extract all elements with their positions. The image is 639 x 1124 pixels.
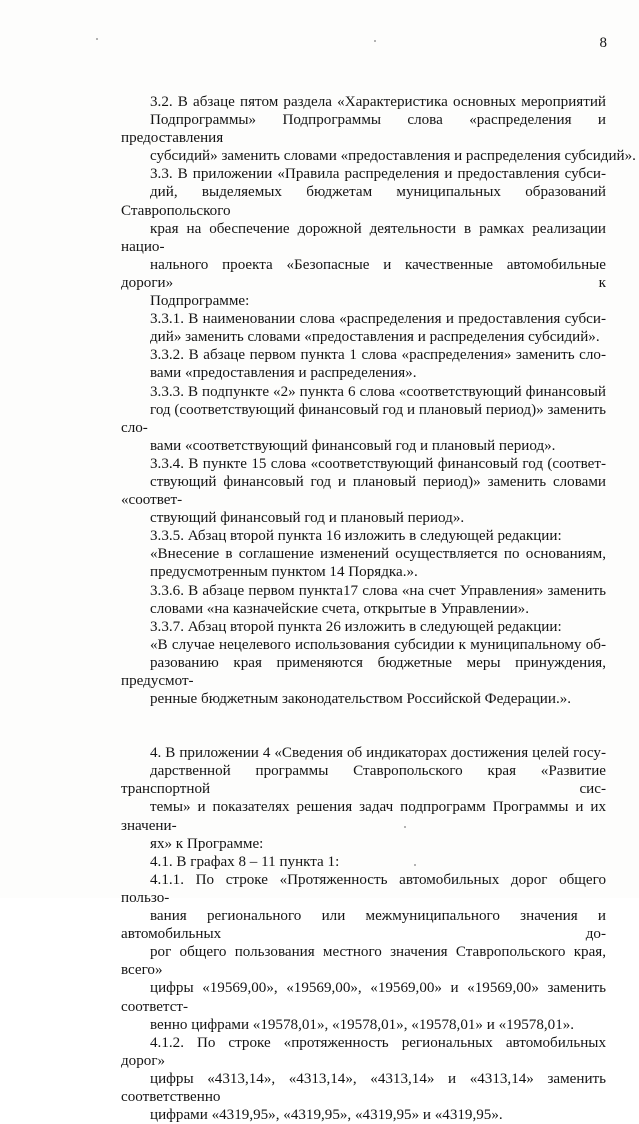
text-line: ренные бюджетным законодательством Российской Федерации.». — [150, 691, 572, 708]
text-line: «В случае нецелевого использования субсидии к муниципальному об- — [150, 636, 606, 653]
paragraph-3-3-5 — [121, 527, 606, 545]
text-line: ях» к Программе: — [150, 835, 264, 852]
text-line: дий» заменить словами «предоставления и распределения субсидий». — [150, 329, 600, 346]
text-line: 3.3.4. В пункте 15 слова «соответствующий финансовый год (соответ- — [150, 455, 606, 472]
text-line: рог общего пользования местного значения Ставропольского края, всего» — [121, 944, 606, 979]
scan-speck — [404, 826, 406, 828]
scan-speck — [374, 40, 376, 42]
text-line: темы» и показателях решения задач подпрограмм Программы и их значени- — [121, 799, 606, 834]
text-line: вания регионального или межмуниципального значения и автомобильных до- — [121, 908, 606, 943]
paragraph-3-3 — [121, 165, 606, 310]
scan-speck — [96, 38, 98, 40]
text-line: год (соответствующий финансовый год и плановый период)» заменить сло- — [121, 401, 606, 436]
text-line: словами «на казначейские счета, открытые в Управлении». — [150, 600, 529, 617]
text-line: Подпрограммы» Подпрограммы слова «распределения и предоставления — [121, 112, 606, 147]
text-line: 3.2. В абзаце пятом раздела «Характеристика основных мероприятий — [150, 94, 606, 110]
document-body — [121, 93, 636, 1124]
text-line: ствующий финансовый год и плановый период». — [150, 510, 465, 527]
text-line: нального проекта «Безопасные и качественные автомобильные дороги» к — [121, 256, 606, 291]
paragraph-3-3-2 — [121, 346, 606, 382]
text-line: 4.1.1. По строке «Протяженность автомобильных дорог общего пользо- — [121, 871, 606, 906]
paragraph-4-1-2 — [121, 1034, 606, 1124]
text-line: 3.3.5. Абзац второй пункта 16 изложить в следующей редакции: — [150, 528, 562, 545]
text-line: цифры «4313,14», «4313,14», «4313,14» и «4313,14» заменить соответственно — [121, 1070, 606, 1105]
paragraph-3-3-6 — [121, 582, 606, 618]
section-gap — [121, 708, 606, 744]
text-line: предусмотренным пунктом 14 Порядка.». — [150, 564, 418, 581]
text-line: вами «предоставления и распределения». — [150, 365, 417, 382]
text-line: 4. В приложении 4 «Сведения об индикаторах достижения целей госу- — [150, 745, 606, 762]
text-line: разованию края применяются бюджетные меры принуждения, предусмот- — [121, 654, 606, 689]
text-line: 3.3.6. В абзаце первом пункта17 слова «на счет Управления» заменить — [150, 582, 606, 599]
text-line: венно цифрами «19578,01», «19578,01», «19578,01» и «19578,01». — [150, 1016, 575, 1033]
text-line: 4.1. В графах 8 – 11 пункта 1: — [150, 853, 340, 870]
text-line: дарственной программы Ставропольского края «Развитие транспортной сис- — [121, 763, 606, 798]
text-line: Подпрограмме: — [150, 293, 250, 310]
text-line: 3.3.1. В наименовании слова «распределения и предоставления субси- — [150, 311, 606, 328]
text-line: дий, выделяемых бюджетам муниципальных образований Ставропольского — [121, 184, 606, 219]
paragraph-4-1 — [121, 853, 606, 871]
text-line: 3.3.7. Абзац второй пункта 26 изложить в следующей редакции: — [150, 618, 562, 635]
paragraph-3-3-1 — [121, 310, 606, 346]
page-number: 8 — [599, 35, 607, 51]
paragraph-3-2 — [121, 93, 636, 165]
paragraph-quote-16 — [121, 545, 606, 581]
paragraph-4 — [121, 744, 606, 853]
paragraph-3-3-3 — [121, 383, 606, 455]
text-line: 3.3.2. В абзаце первом пункта 1 слова «распределения» заменить сло- — [150, 347, 606, 364]
text-line: цифрами «4319,95», «4319,95», «4319,95» и «4319,95». — [150, 1107, 503, 1124]
text-line: 4.1.2. По строке «протяженность региональных автомобильных дорог» — [121, 1034, 606, 1069]
text-line: вами «соответствующий финансовый год и плановый период». — [150, 437, 556, 454]
scan-speck — [414, 864, 416, 866]
text-line: субсидий» заменить словами «предоставления и распределения субсидий». — [150, 148, 636, 165]
paragraph-3-3-4 — [121, 455, 606, 527]
text-line: 3.3.3. В подпункте «2» пункта 6 слова «соответствующий финансовый — [150, 383, 606, 400]
text-line: края на обеспечение дорожной деятельности в рамках реализации нацио- — [121, 220, 606, 255]
paragraph-4-1-1 — [121, 871, 606, 1034]
text-line: «Внесение в соглашение изменений осуществляется по основаниям, — [150, 546, 606, 563]
paragraph-3-3-7 — [121, 618, 606, 636]
text-line: 3.3. В приложении «Правила распределения и предоставления субси- — [150, 166, 606, 183]
text-line: цифры «19569,00», «19569,00», «19569,00» и «19569,00» заменить соответст- — [121, 980, 606, 1015]
paragraph-quote-26 — [121, 636, 606, 708]
text-line: ствующий финансовый год и плановый период)» заменить словами «соответ- — [121, 473, 606, 509]
